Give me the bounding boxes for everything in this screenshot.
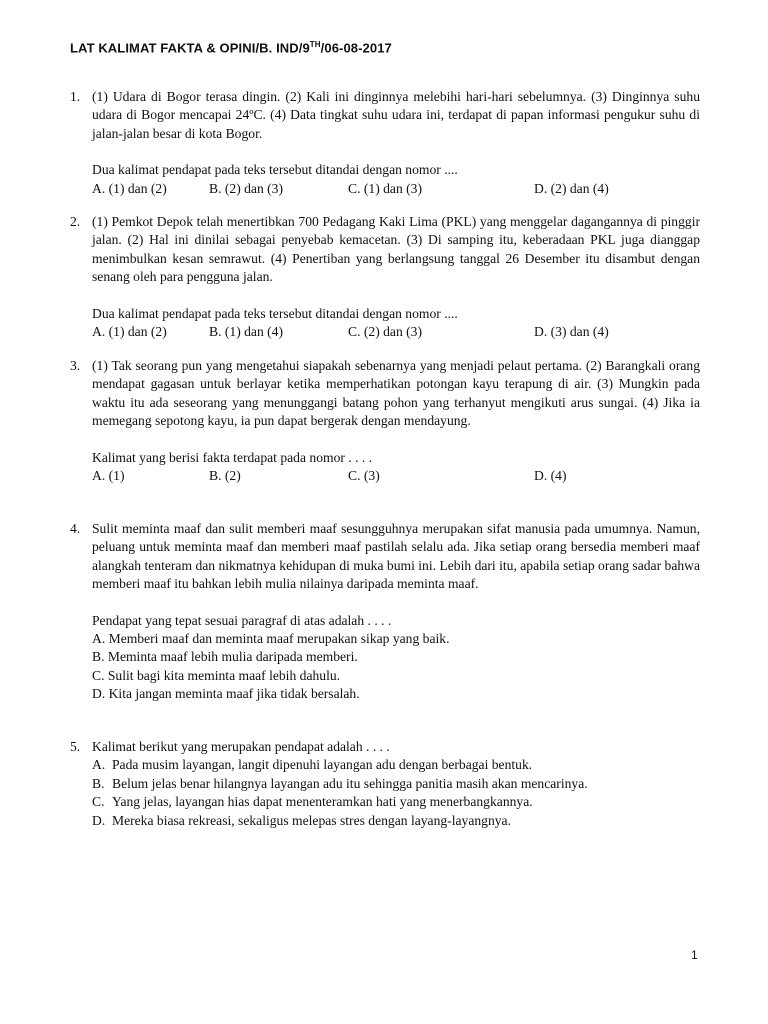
option-a: A. (1) dan (2) — [92, 180, 167, 196]
question-4 — [70, 520, 700, 704]
option-b: B. (1) dan (4) — [209, 324, 283, 340]
option-text: Yang jelas, layangan hias dapat menenteramkan hati yang menerbangkannya. — [112, 794, 533, 810]
option-list — [92, 756, 700, 830]
question-prompt: Dua kalimat pendapat pada teks tersebut ditandai dengan nomor .... — [92, 305, 458, 321]
option-c: C. (3) — [348, 468, 380, 484]
option-c: C. (1) dan (3) — [348, 180, 422, 196]
option-c — [92, 793, 700, 811]
option-c: C. Sulit bagi kita meminta maaf lebih dahulu. — [92, 667, 341, 683]
option-row — [92, 467, 700, 485]
question-number: 4. — [70, 521, 81, 536]
option-a: A. Memberi maaf dan meminta maaf merupakan sikap yang baik. — [92, 631, 450, 647]
option-a: A. (1) dan (2) — [92, 324, 167, 340]
option-d: D. Kita jangan meminta maaf jika tidak bersalah. — [92, 686, 360, 702]
option-letter: D. — [92, 812, 106, 828]
option-b: B. (2) — [209, 468, 241, 484]
option-text: Pada musim layangan, langit dipenuhi layangan adu dengan berbagai bentuk. — [112, 757, 533, 773]
question-prompt: Pendapat yang tepat sesuai paragraf di atas adalah . . . . — [92, 612, 392, 628]
option-d: D. (4) — [534, 468, 567, 484]
question-prompt: Kalimat yang berisi fakta terdapat pada nomor . . . . — [92, 449, 373, 465]
option-b: B. Meminta maaf lebih mulia daripada memberi. — [92, 649, 358, 665]
document-header — [70, 40, 392, 55]
question-text: (1) Pemkot Depok telah menertibkan 700 Pedagang Kaki Lima (PKL) yang menggelar dagangannya di pinggir jalan. (2) Hal ini dinilai sebagai penyebab kemacetan. (3) Di samping itu, keberadaan PKL juga dianggap menimbulkan kesan semrawut. (4) Penertiban yang berlangsung tanggal 26 Desember itu disambut dengan senang oleh para pengguna jalan. — [92, 214, 700, 285]
option-letter: B. — [92, 775, 105, 791]
header-suffix: /06-08-2017 — [320, 40, 392, 56]
option-row — [92, 323, 700, 341]
question-2 — [70, 213, 700, 341]
option-b — [92, 775, 700, 793]
question-prompt: Kalimat berikut yang merupakan pendapat adalah . . . . — [92, 739, 390, 754]
question-number: 5. — [70, 739, 81, 754]
question-number: 1. — [70, 89, 81, 104]
option-c: C. (2) dan (3) — [348, 324, 422, 340]
question-number: 3. — [70, 358, 81, 373]
option-a — [92, 756, 700, 774]
question-1 — [70, 88, 700, 198]
header-superscript: TH — [309, 40, 321, 49]
question-text: (1) Tak seorang pun yang mengetahui siapakah sebenarnya yang menjadi pelaut pertama. (2) Barangkali orang mendapat gagasan untuk berlayar ketika memperhatikan potongan kayu terapung di air. (3) Mungkin pada waktu itu ada seseorang yang menunggangi batang pohon yang terhanyut mengikuti arus sungai. (4) Jika ia memegang sepotong kayu, ia pun dapat bergerak dengan mendayung. — [92, 358, 700, 429]
option-d: D. (2) dan (4) — [534, 180, 609, 196]
question-number: 2. — [70, 214, 81, 229]
option-d — [92, 812, 700, 830]
option-letter: C. — [92, 794, 105, 810]
option-b: B. (2) dan (3) — [209, 180, 283, 196]
option-row — [92, 180, 700, 198]
question-text: Sulit meminta maaf dan sulit memberi maaf sesungguhnya merupakan sifat manusia pada umumnya. Namun, peluang untuk meminta maaf dan memberi maaf pastilah selalu ada. Jika setiap orang bersedia memberi maaf alangkah tenteram dan nikmatnya kehidupan di muka bumi ini. Lebih dari itu, apabila setiap orang sadar bahwa memberi maaf itu bahkan lebih mulia nilainya daripada meminta maaf. — [92, 521, 700, 592]
option-a: A. (1) — [92, 468, 125, 484]
question-5 — [70, 738, 700, 830]
option-text: Belum jelas benar hilangnya layangan adu itu sehingga panitia masih akan mencarinya. — [112, 775, 588, 791]
option-d: D. (3) dan (4) — [534, 324, 609, 340]
option-text: Mereka biasa rekreasi, sekaligus melepas stres dengan layang-layangnya. — [112, 812, 511, 828]
question-3 — [70, 357, 700, 485]
page-number: 1 — [691, 948, 698, 962]
question-prompt: Dua kalimat pendapat pada teks tersebut ditandai dengan nomor .... — [92, 162, 458, 178]
question-text: (1) Udara di Bogor terasa dingin. (2) Kali ini dinginnya melebihi hari-hari sebelumnya. (3) Dinginnya suhu udara di Bogor mencapai 24ºC. (4) Data tingkat suhu udara ini, terdapat di papan informasi pengukur suhu di jalan-jalan besar di kota Bogor. — [92, 89, 700, 141]
option-letter: A. — [92, 757, 106, 773]
header-prefix: LAT KALIMAT FAKTA & OPINI/B. IND/9 — [70, 40, 310, 56]
